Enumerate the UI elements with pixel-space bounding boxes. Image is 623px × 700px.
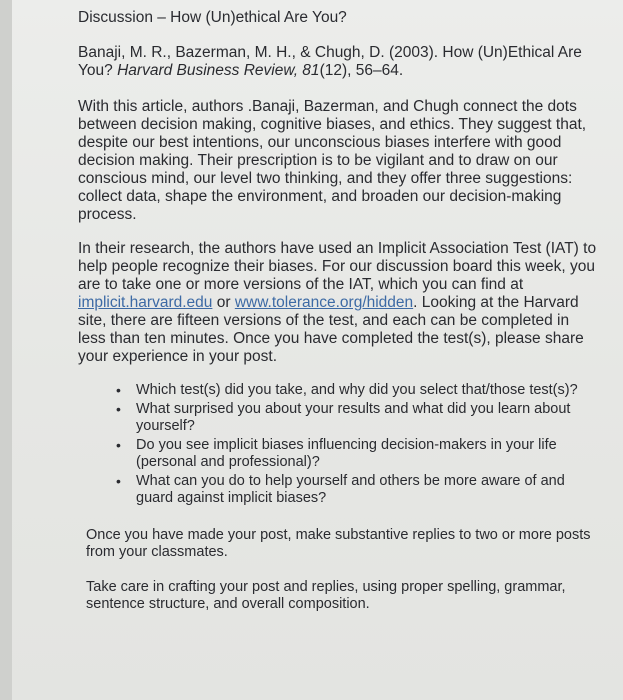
citation bbox=[78, 44, 599, 80]
instructions-text-3: . Looking at the Harvard site, there are fifteen versions of the test, and each can be completed in less than ten minutes. Once you have completed the test(s), please share your experience in your post. bbox=[78, 294, 584, 365]
discussion-title: Discussion – How (Un)ethical Are You? bbox=[78, 9, 347, 26]
question-list bbox=[78, 382, 599, 507]
bullet-icon: • bbox=[116, 401, 121, 417]
intro-paragraph: With this article, authors .Banaji, Bazerman, and Chugh connect the dots between decision making, cognitive biases, and ethics. They suggest that, despite our best intentions, our unconscious biases interfere with good decision making. Their prescription is to be vigilant and to draw on our conscious mind, our level two thinking, and they offer three suggestions: collect data, shape the environment, and broaden our decision-making process. bbox=[78, 98, 587, 223]
bullet-icon: • bbox=[116, 382, 121, 398]
question-text: Which test(s) did you take, and why did you select that/those test(s)? bbox=[136, 382, 578, 398]
document-page bbox=[12, 0, 623, 700]
list-item bbox=[116, 473, 599, 507]
reply-instructions: Once you have made your post, make substantive replies to two or more posts from your classmates. bbox=[86, 527, 591, 560]
tolerance-link[interactable]: www.tolerance.org/hidden bbox=[234, 294, 414, 311]
citation-issue-pages: (12), 56–64. bbox=[319, 62, 404, 79]
composition-instructions: Take care in crafting your post and replies, using proper spelling, grammar, sentence structure, and overall composition. bbox=[86, 579, 566, 612]
question-text: What surprised you about your results and what did you learn about yourself? bbox=[136, 401, 571, 434]
citation-authors: Banaji, M. R., Bazerman, M. H., & Chugh, D. (2003). How (Un)Ethical Are You? bbox=[78, 44, 582, 79]
question-text: Do you see implicit biases influencing decision-makers in your life (personal and professional)? bbox=[136, 437, 557, 470]
instructions-text-2: or bbox=[212, 294, 235, 311]
question-text: What can you do to help yourself and others be more aware of and guard against implicit biases? bbox=[136, 473, 565, 506]
harvard-iat-link[interactable]: implicit.harvard.edu bbox=[78, 294, 213, 311]
bullet-icon: • bbox=[116, 473, 121, 489]
citation-journal: Harvard Business Review, 81 bbox=[117, 62, 320, 79]
instructions-paragraph bbox=[78, 240, 599, 366]
bullet-icon: • bbox=[116, 437, 121, 453]
list-item bbox=[116, 382, 599, 399]
list-item bbox=[116, 437, 599, 471]
instructions-text-1: In their research, the authors have used an Implicit Association Test (IAT) to help people recognize their biases. For our discussion board this week, you are to take one or more versions of the IAT, which you can find at bbox=[78, 240, 597, 293]
list-item bbox=[116, 401, 599, 435]
